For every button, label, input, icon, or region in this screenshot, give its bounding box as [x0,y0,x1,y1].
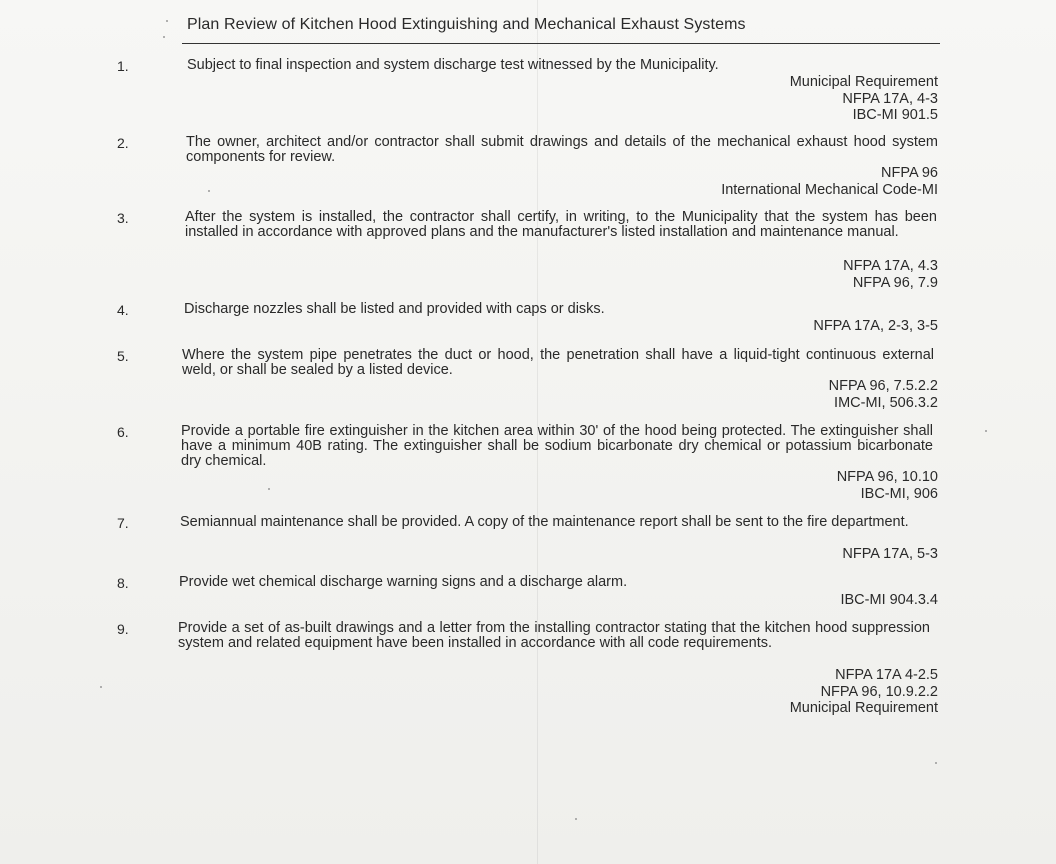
reference: NFPA 17A, 5-3 [842,546,938,562]
item-references [721,165,938,198]
item-text: Semiannual maintenance shall be provided. A copy of the maintenance report shall be sent to the fire department. [180,514,909,530]
reference: NFPA 96, 7.9 [852,274,938,291]
reference: NFPA 96, 10.9.2.2 [820,683,938,700]
item-number: 4. [117,302,129,318]
item-references [790,74,938,124]
scan-speck [163,36,165,38]
scan-speck [575,818,577,820]
reference: IMC-MI, 506.3.2 [834,394,938,411]
scan-speck [100,686,102,688]
item-references [790,667,938,717]
reference: NFPA 17A, 2-3, 3-5 [813,318,938,334]
reference: NFPA 96 [881,165,938,181]
reference: IBC-MI 901.5 [852,107,938,123]
item-text: Provide a portable fire extinguisher in the kitchen area within 30' of the hood being protected. The extinguisher shall have a minimum 40B rating. The extinguisher shall be sodium bicarbonate dry chemical or potassium bicarbonate dry chemical. [181,423,933,469]
item-number: 9. [117,621,129,637]
scan-speck [268,488,270,490]
reference: NFPA 17A 4-2.5 [835,667,938,683]
scan-speck [208,190,210,192]
header-rule [182,43,940,44]
item-number: 3. [117,210,129,226]
reference: Municipal Requirement [789,74,938,90]
item-number: 2. [117,135,129,151]
reference: IBC-MI, 906 [860,485,938,502]
reference: NFPA 96, 10.10 [836,469,938,485]
reference: IBC-MI 904.3.4 [840,592,938,608]
item-text: The owner, architect and/or contractor shall submit drawings and details of the mechanical exhaust hood system components for review. [186,134,938,165]
item-text: Where the system pipe penetrates the duct or hood, the penetration shall have a liquid-tight continuous external weld, or shall be sealed by a listed device. [182,347,934,378]
scan-speck [985,430,987,432]
item-text: Subject to final inspection and system discharge test witnessed by the Municipality. [187,57,719,73]
item-references [837,469,938,502]
item-text: After the system is installed, the contractor shall certify, in writing, to the Municipality that the system has been installed in accordance with approved plans and the manufacturer's listed installation and maintenance manual. [185,209,937,240]
item-number: 8. [117,575,129,591]
item-number: 1. [117,58,129,74]
reference: NFPA 96, 7.5.2.2 [828,378,938,394]
page-title: Plan Review of Kitchen Hood Extinguishing and Mechanical Exhaust Systems [187,16,746,33]
reference: International Mechanical Code-MI [721,181,938,198]
reference: NFPA 17A, 4-3 [842,90,938,107]
item-text: Discharge nozzles shall be listed and provided with caps or disks. [184,301,605,317]
item-references [813,318,938,335]
item-text: Provide wet chemical discharge warning signs and a discharge alarm. [179,574,628,590]
item-references [842,546,938,563]
scan-speck [935,762,937,764]
item-references [829,378,938,411]
reference: NFPA 17A, 4.3 [843,258,938,274]
item-references [843,258,938,291]
item-references [840,592,938,609]
item-number: 7. [117,515,129,531]
item-text: Provide a set of as-built drawings and a letter from the installing contractor stating that the kitchen hood suppression system and related equipment have been installed in accordance with all code requirements. [178,620,930,651]
scan-speck [166,20,168,22]
item-number: 6. [117,424,129,440]
reference: Municipal Requirement [789,700,938,716]
item-number: 5. [117,348,129,364]
